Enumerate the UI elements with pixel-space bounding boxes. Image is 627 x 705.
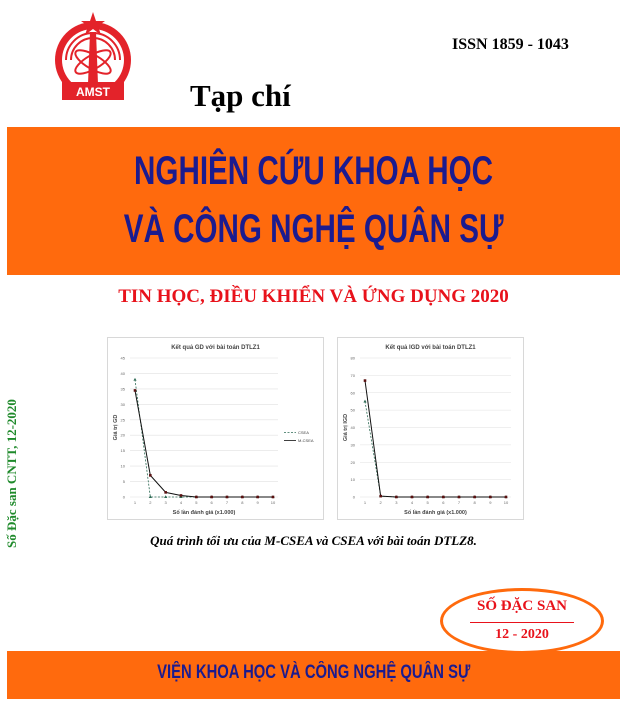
data-point — [505, 496, 508, 499]
x-tick-label: 3 — [395, 500, 398, 505]
y-tick-label: 40 — [350, 425, 355, 430]
journal-label: Tạp chí — [190, 78, 291, 113]
data-point — [411, 496, 414, 499]
y-tick-label: 35 — [120, 386, 125, 392]
x-tick-label: 2 — [149, 500, 152, 505]
amst-logo — [52, 10, 134, 104]
svg-text:AMST: AMST — [76, 85, 110, 99]
x-tick-label: 5 — [195, 500, 198, 505]
y-tick-label: 50 — [350, 407, 355, 413]
data-point — [256, 496, 259, 499]
x-tick-label: 5 — [426, 500, 429, 505]
x-tick-label: 2 — [379, 500, 382, 505]
title-line-1: NGHIÊN CỨU KHOA HỌC — [134, 149, 493, 193]
special-issue-date: 12 - 2020 — [495, 627, 549, 642]
y-tick-label: 25 — [120, 417, 125, 423]
data-point — [134, 389, 137, 392]
y-tick-label: 30 — [350, 442, 355, 448]
chart-title: Kết quả IGD với bài toán DTLZ1 — [385, 345, 476, 351]
subtitle: TIN HỌC, ĐIỀU KHIỂN VÀ ỨNG DỤNG 2020 — [118, 286, 509, 307]
x-tick-label: 9 — [489, 500, 492, 505]
y-tick-label: 0 — [352, 494, 355, 500]
y-tick-label: 5 — [122, 479, 125, 485]
y-tick-label: 0 — [122, 494, 125, 500]
y-axis-label: Giá trị IGD — [343, 413, 349, 442]
title-band — [7, 127, 620, 275]
data-point — [226, 496, 229, 499]
x-axis-label: Số lần đánh giá (x1.000) — [404, 510, 467, 516]
y-tick-label: 10 — [120, 463, 125, 469]
legend-label: CSEA — [298, 430, 309, 435]
y-axis-label: Giá trị GD — [113, 414, 119, 441]
data-point — [458, 496, 461, 499]
series-line-csea — [135, 380, 273, 497]
y-tick-label: 10 — [350, 477, 355, 483]
data-point — [489, 496, 492, 499]
x-tick-label: 4 — [410, 500, 414, 505]
igd-chart — [337, 337, 524, 520]
y-tick-label: 20 — [350, 459, 355, 465]
data-point — [442, 496, 445, 499]
x-tick-label: 6 — [210, 500, 213, 505]
data-point — [149, 474, 152, 477]
publisher: VIỆN KHOA HỌC VÀ CÔNG NGHỆ QUÂN SỰ — [156, 662, 471, 683]
y-tick-label: 45 — [120, 355, 125, 361]
data-point — [210, 496, 213, 499]
oval-divider — [470, 622, 574, 623]
y-tick-label: 20 — [120, 432, 125, 438]
data-point — [241, 496, 244, 499]
series-line-m-csea — [135, 390, 273, 497]
x-tick-label: 7 — [225, 500, 229, 505]
x-tick-label: 10 — [270, 500, 276, 505]
legend-label: M-CSEA — [298, 438, 314, 443]
x-tick-label: 7 — [457, 500, 461, 505]
data-point — [364, 379, 367, 382]
data-point — [473, 496, 476, 499]
x-tick-label: 1 — [133, 500, 137, 505]
y-tick-label: 30 — [120, 401, 125, 407]
data-point — [426, 496, 429, 499]
x-tick-label: 3 — [164, 500, 167, 505]
y-tick-label: 80 — [350, 355, 355, 361]
publisher-band — [7, 651, 620, 699]
gd-chart — [107, 337, 324, 520]
y-tick-label: 15 — [120, 448, 125, 454]
x-tick-label: 10 — [503, 500, 509, 505]
x-tick-label: 8 — [241, 500, 244, 505]
x-tick-label: 1 — [363, 500, 367, 505]
data-point — [272, 496, 275, 499]
x-tick-label: 9 — [256, 500, 259, 505]
title-line-2: VÀ CÔNG NGHỆ QUÂN SỰ — [123, 207, 504, 251]
data-point — [379, 495, 382, 498]
data-point — [195, 496, 198, 499]
data-point — [363, 400, 366, 403]
y-tick-label: 60 — [350, 390, 355, 396]
data-point — [164, 491, 167, 494]
spine-text: Số Đặc san CNTT, 12-2020 — [4, 399, 19, 548]
y-tick-label: 40 — [120, 370, 125, 376]
x-axis-label: Số lần đánh giá (x1.000) — [172, 510, 236, 516]
x-tick-label: 4 — [179, 500, 183, 505]
x-tick-label: 8 — [473, 500, 476, 505]
x-tick-label: 6 — [442, 500, 445, 505]
figure-caption: Quá trình tối ưu của M-CSEA và CSEA với bài toán DTLZ8. — [150, 533, 477, 548]
series-line-csea — [365, 401, 506, 497]
y-tick-label: 70 — [350, 372, 355, 378]
data-point — [180, 494, 183, 497]
chart-title: Kết quả GD với bài toán DTLZ1 — [171, 345, 260, 351]
data-point — [133, 378, 136, 381]
issn: ISSN 1859 - 1043 — [452, 36, 569, 53]
data-point — [395, 496, 398, 499]
special-issue-label: SỐ ĐẶC SAN — [476, 598, 567, 614]
